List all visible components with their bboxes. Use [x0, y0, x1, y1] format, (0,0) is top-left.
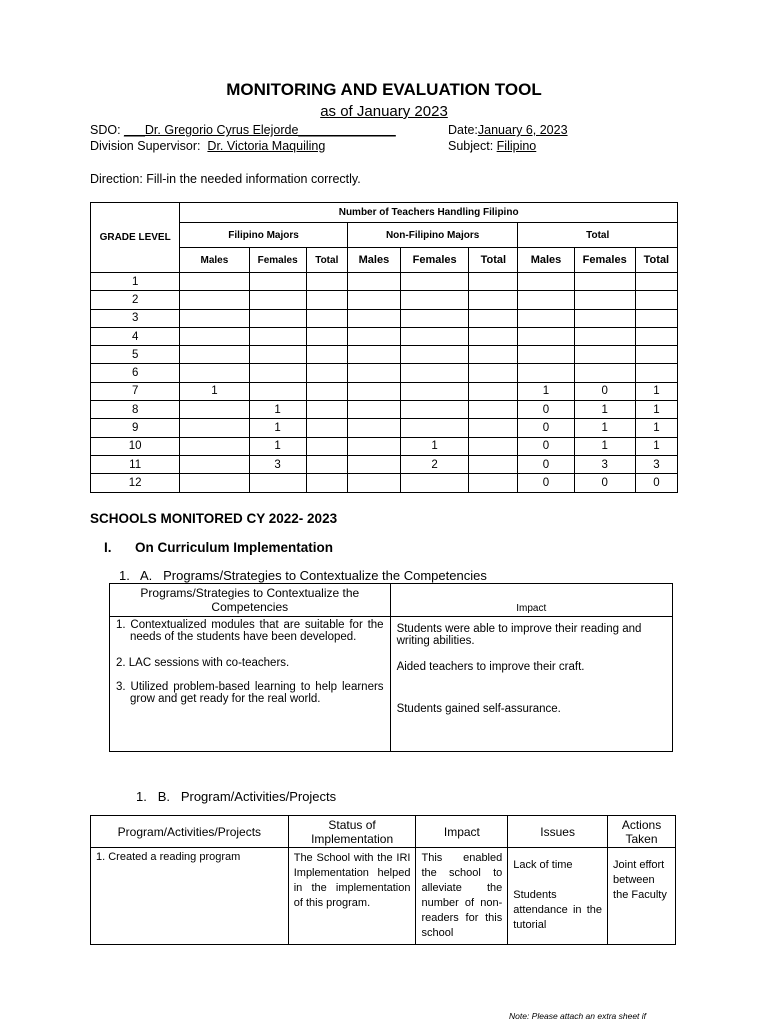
page-subtitle: as of January 2023: [320, 103, 448, 120]
count-cell: [249, 291, 306, 309]
count-cell: [401, 327, 469, 345]
issues-header: Issues: [508, 816, 608, 848]
strategy-item: 2. LAC sessions with co-teachers.: [116, 657, 290, 669]
grade-row: [91, 273, 678, 291]
count-cell: [249, 327, 306, 345]
sub-header: Males: [518, 248, 574, 273]
direction-text: Direction: Fill-in the needed information correctly.: [90, 172, 361, 186]
count-cell: [306, 474, 347, 492]
impact-list-cell: [390, 617, 672, 752]
grade-row: [91, 419, 678, 437]
count-cell: [180, 401, 249, 419]
section-a-label: Programs/Strategies to Contextualize the Competencies: [163, 568, 487, 583]
count-cell: [469, 346, 518, 364]
grade-level-cell: 8: [91, 401, 180, 419]
count-cell: [180, 327, 249, 345]
date-line: [448, 123, 568, 137]
count-cell: 1: [574, 401, 635, 419]
count-cell: [180, 474, 249, 492]
count-cell: 3: [635, 455, 677, 473]
count-cell: [347, 291, 400, 309]
group-header: Filipino Majors: [180, 223, 348, 248]
sub-header: Females: [574, 248, 635, 273]
impact-header: Impact: [416, 816, 508, 848]
section-a-heading: [119, 568, 487, 583]
count-cell: [469, 382, 518, 400]
section-i-number: I.: [104, 540, 112, 555]
grade-row: [91, 401, 678, 419]
count-cell: 0: [518, 401, 574, 419]
count-cell: [574, 273, 635, 291]
count-cell: [518, 327, 574, 345]
supervisor-label: Division Supervisor:: [90, 139, 201, 153]
group-header: Total: [518, 223, 678, 248]
count-cell: [249, 309, 306, 327]
subject-line: [448, 139, 536, 153]
count-cell: 0: [518, 419, 574, 437]
count-cell: [180, 309, 249, 327]
count-cell: 0: [518, 437, 574, 455]
section-b-number: 1.: [136, 789, 147, 804]
count-cell: [401, 382, 469, 400]
count-cell: [306, 291, 347, 309]
impact-item: Students gained self-assurance.: [396, 703, 561, 715]
grade-row: [91, 455, 678, 473]
grade-level-cell: 3: [91, 309, 180, 327]
count-cell: [180, 291, 249, 309]
status-header: Status of Implementation: [288, 816, 416, 848]
grade-level-cell: 2: [91, 291, 180, 309]
count-cell: [306, 455, 347, 473]
project-cell: 1. Created a reading program: [91, 848, 289, 945]
sub-header: Total: [635, 248, 677, 273]
section-a-number: 1.: [119, 568, 130, 583]
count-cell: [574, 309, 635, 327]
count-cell: [574, 364, 635, 382]
subject-value: Filipino: [496, 139, 537, 153]
count-cell: [249, 346, 306, 364]
date-label: Date:: [448, 123, 478, 137]
grade-level-cell: 7: [91, 382, 180, 400]
supervisor-line: [90, 139, 325, 153]
impact-item: Students were able to improve their reading and writing abilities.: [396, 623, 642, 647]
count-cell: [401, 291, 469, 309]
count-cell: [401, 364, 469, 382]
sdo-line: [90, 123, 396, 137]
count-cell: 1: [635, 401, 677, 419]
impact-cell: This enabled the school to alleviate the number of non-readers for this school: [416, 848, 508, 945]
count-cell: [306, 382, 347, 400]
count-cell: 1: [249, 401, 306, 419]
strategy-item: 1. Contextualized modules that are suitable for the needs of the students have been developed.: [116, 619, 384, 643]
count-cell: [249, 273, 306, 291]
grade-row: [91, 474, 678, 492]
sub-header: Females: [401, 248, 469, 273]
count-cell: [401, 474, 469, 492]
sub-header: Total: [306, 248, 347, 273]
count-cell: [249, 382, 306, 400]
count-cell: [635, 364, 677, 382]
count-cell: [469, 419, 518, 437]
grade-level-cell: 12: [91, 474, 180, 492]
count-cell: [401, 401, 469, 419]
count-cell: [180, 364, 249, 382]
count-cell: 1: [574, 419, 635, 437]
count-cell: [401, 309, 469, 327]
strategy-item: 3. Utilized problem-based learning to help learners grow and get ready for the real world.: [116, 681, 384, 705]
count-cell: 0: [518, 474, 574, 492]
count-cell: [347, 401, 400, 419]
strategies-table: [109, 583, 673, 752]
count-cell: [401, 346, 469, 364]
count-cell: [180, 346, 249, 364]
count-cell: [347, 474, 400, 492]
count-cell: [469, 474, 518, 492]
footer-note: Note: Please attach an extra sheet if: [509, 1011, 647, 1021]
count-cell: [347, 382, 400, 400]
count-cell: 0: [635, 474, 677, 492]
count-cell: 0: [574, 474, 635, 492]
count-cell: [249, 474, 306, 492]
count-cell: [306, 419, 347, 437]
subject-label: Subject:: [448, 139, 494, 153]
grade-level-cell: 11: [91, 455, 180, 473]
count-cell: 2: [401, 455, 469, 473]
count-cell: [306, 346, 347, 364]
grade-level-cell: 6: [91, 364, 180, 382]
count-cell: [306, 327, 347, 345]
count-cell: [469, 455, 518, 473]
grade-level-header: GRADE LEVEL: [91, 203, 180, 273]
count-cell: [347, 419, 400, 437]
sub-header: Males: [347, 248, 400, 273]
sub-header: Females: [249, 248, 306, 273]
supervisor-value: Dr. Victoria Maquiling: [207, 139, 326, 153]
project-row: [91, 848, 676, 945]
issue-item: Lack of time: [513, 859, 573, 871]
count-cell: [306, 401, 347, 419]
count-cell: [347, 346, 400, 364]
count-cell: 1: [635, 419, 677, 437]
count-cell: [180, 437, 249, 455]
projects-header: Program/Activities/Projects: [91, 816, 289, 848]
count-cell: [347, 327, 400, 345]
grade-row: [91, 437, 678, 455]
count-cell: [635, 273, 677, 291]
count-cell: [518, 346, 574, 364]
group-header: Non-Filipino Majors: [347, 223, 518, 248]
grade-row: [91, 364, 678, 382]
projects-table: [90, 815, 676, 945]
section-b-label: Program/Activities/Projects: [180, 789, 337, 804]
status-cell: The School with the IRI Implementation helped in the implementation of this program.: [288, 848, 416, 945]
teachers-main-header: Number of Teachers Handling Filipino: [180, 203, 678, 223]
count-cell: [306, 437, 347, 455]
impact-header: Impact: [390, 584, 672, 617]
issue-item: Students attendance in the tutorial: [513, 889, 603, 931]
grade-level-cell: 10: [91, 437, 180, 455]
count-cell: [347, 364, 400, 382]
count-cell: 1: [574, 437, 635, 455]
count-cell: [635, 309, 677, 327]
count-cell: [518, 273, 574, 291]
issues-cell: [508, 848, 608, 945]
section-a-letter: A.: [139, 568, 153, 583]
count-cell: [401, 273, 469, 291]
count-cell: [635, 346, 677, 364]
count-cell: [347, 455, 400, 473]
count-cell: 1: [518, 382, 574, 400]
count-cell: [635, 291, 677, 309]
grade-row: [91, 346, 678, 364]
grade-row: [91, 291, 678, 309]
grade-row: [91, 382, 678, 400]
grade-row: [91, 327, 678, 345]
count-cell: 3: [574, 455, 635, 473]
count-cell: [518, 291, 574, 309]
count-cell: 0: [574, 382, 635, 400]
count-cell: 1: [635, 437, 677, 455]
count-cell: [469, 273, 518, 291]
sub-header: Males: [180, 248, 249, 273]
grade-level-cell: 4: [91, 327, 180, 345]
count-cell: [518, 309, 574, 327]
count-cell: [347, 309, 400, 327]
actions-header: Actions Taken: [608, 816, 676, 848]
count-cell: [469, 364, 518, 382]
count-cell: [469, 401, 518, 419]
grade-row: [91, 309, 678, 327]
count-cell: 3: [249, 455, 306, 473]
count-cell: 1: [401, 437, 469, 455]
strategies-header: Programs/Strategies to Contextualize the Competencies: [110, 584, 391, 617]
grade-level-cell: 5: [91, 346, 180, 364]
section-b-heading: [136, 789, 336, 804]
count-cell: [574, 346, 635, 364]
count-cell: [180, 455, 249, 473]
sub-header: Total: [469, 248, 518, 273]
section-b-letter: B.: [157, 789, 170, 804]
grade-level-cell: 9: [91, 419, 180, 437]
grade-level-cell: 1: [91, 273, 180, 291]
count-cell: [180, 273, 249, 291]
count-cell: [347, 273, 400, 291]
date-value: January 6, 2023: [477, 123, 568, 137]
count-cell: 0: [518, 455, 574, 473]
count-cell: [347, 437, 400, 455]
impact-item: Aided teachers to improve their craft.: [396, 661, 585, 673]
count-cell: [469, 327, 518, 345]
actions-cell: Joint effort between the Faculty: [608, 848, 676, 945]
count-cell: [469, 291, 518, 309]
count-cell: [635, 327, 677, 345]
count-cell: [401, 419, 469, 437]
count-cell: [469, 437, 518, 455]
sdo-value: ___Dr. Gregorio Cyrus Elejorde______________: [124, 123, 396, 137]
count-cell: [180, 419, 249, 437]
count-cell: [518, 364, 574, 382]
strategies-list-cell: [110, 617, 391, 752]
sdo-label: SDO:: [90, 123, 121, 137]
count-cell: [306, 309, 347, 327]
count-cell: [469, 309, 518, 327]
count-cell: 1: [180, 382, 249, 400]
count-cell: [249, 364, 306, 382]
count-cell: [574, 291, 635, 309]
teachers-table: [90, 202, 678, 493]
count-cell: 1: [249, 419, 306, 437]
count-cell: 1: [249, 437, 306, 455]
page-title: MONITORING AND EVALUATION TOOL: [226, 80, 542, 99]
count-cell: [306, 273, 347, 291]
schools-monitored-heading: SCHOOLS MONITORED CY 2022- 2023: [90, 511, 338, 526]
section-i-label: On Curriculum Implementation: [135, 540, 334, 555]
grade-rows: [91, 273, 678, 493]
count-cell: 1: [635, 382, 677, 400]
count-cell: [306, 364, 347, 382]
count-cell: [574, 327, 635, 345]
